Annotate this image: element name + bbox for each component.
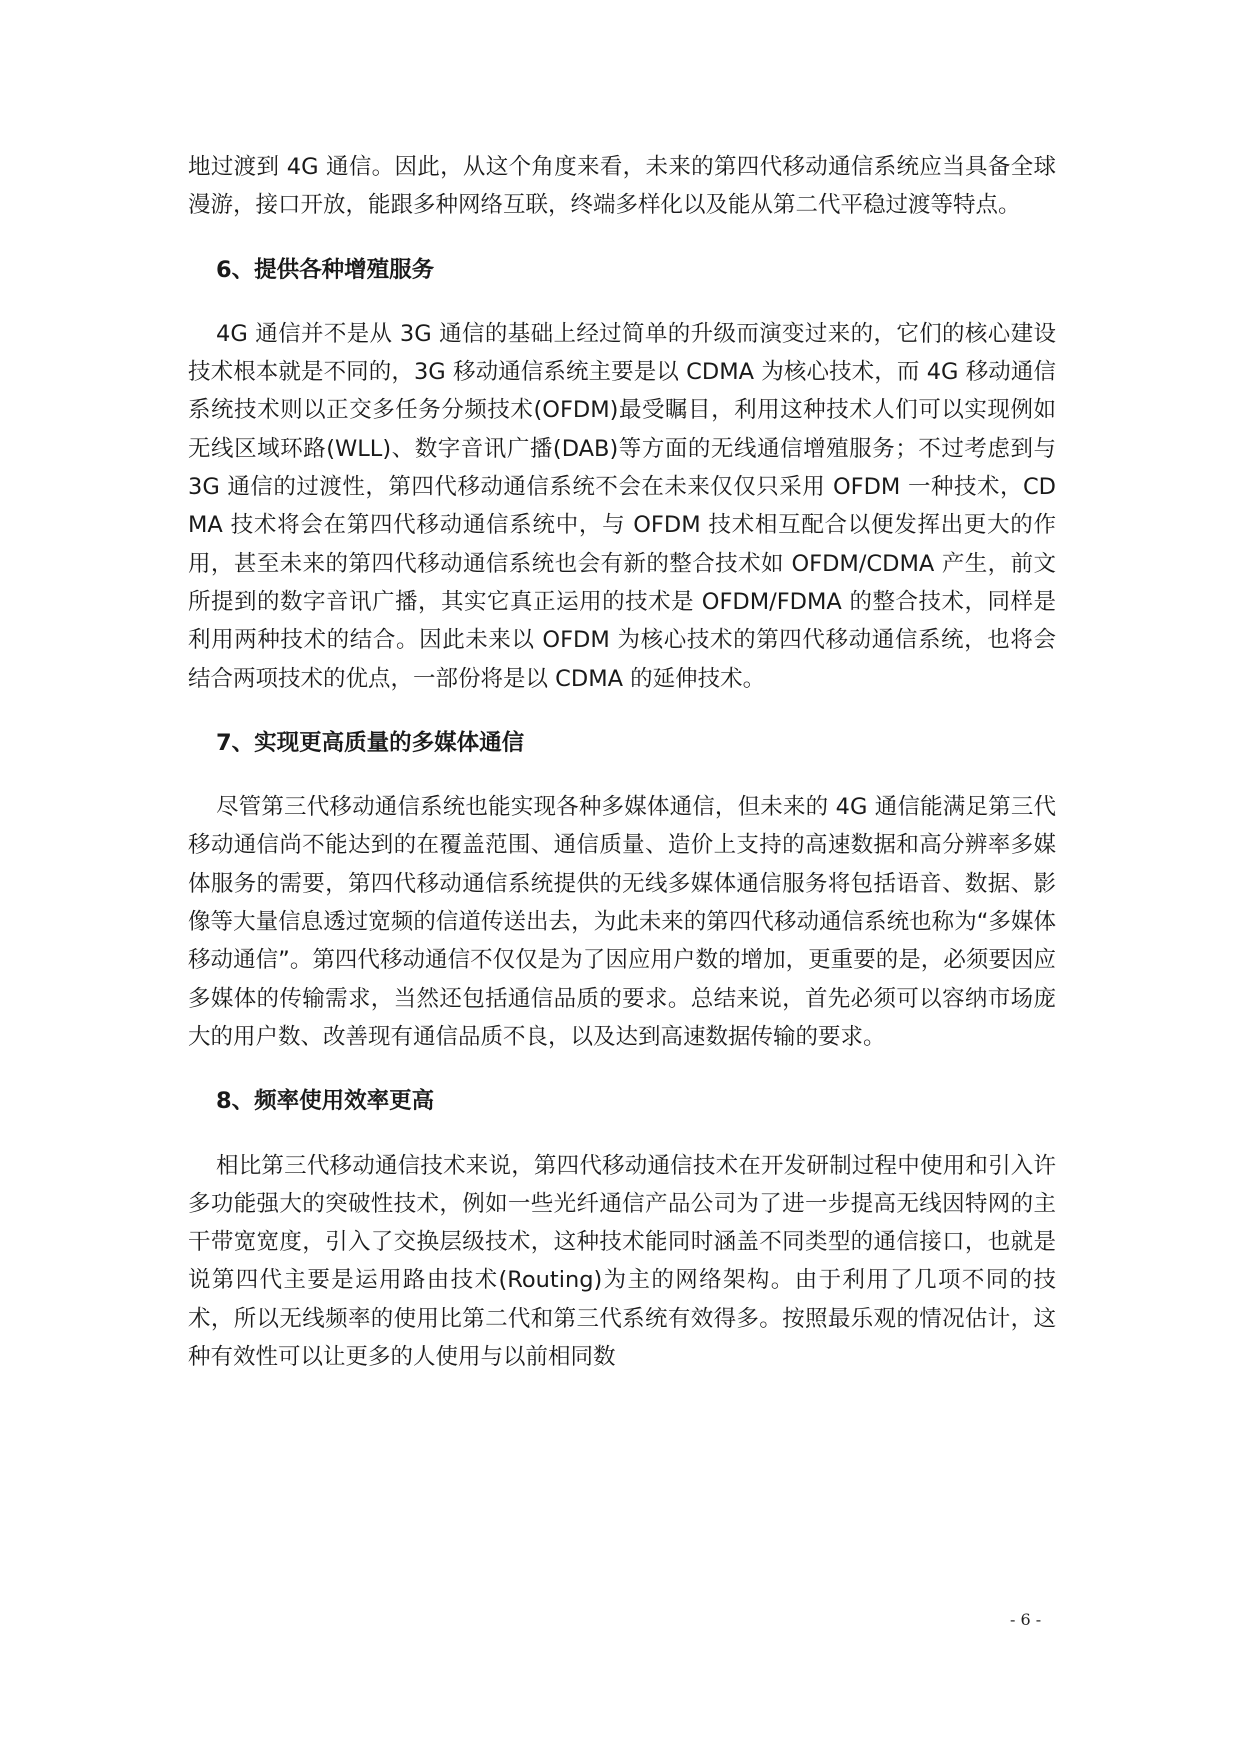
paragraph-section-6: 4G 通信并不是从 3G 通信的基础上经过简单的升级而演变过来的，它们的核心建设技术根本就是不同的，3G 移动通信系统主要是以 CDMA 为核心技术，而 4G 移动通信系统技术则以正交多任务分频技术(OFDM)最受瞩目，利用这种技术人们可以实现例如无线区域环路(WLL)、数字音讯广播(DAB)等方面的无线通信增殖服务；不过考虑到与 3G 通信的过渡性，第四代移动通信系统不会在未来仅仅只采用 OFDM 一种技术，CDMA 技术将会在第四代移动通信系统中，与 OFDM 技术相互配合以便发挥出更大的作用，甚至未来的第四代移动通信系统也会有新的整合技术如 OFDM/CDMA 产生，前文所提到的数字音讯广播，其实它真正运用的技术是 OFDM/FDMA 的整合技术，同样是利用两种技术的结合。因此未来以 OFDM 为核心技术的第四代移动通信系统，也将会结合两项技术的优点，一部份将是以 CDMA 的延伸技术。 — [188, 320, 1056, 692]
section-heading-6: 6、提供各种增殖服务 — [216, 256, 435, 283]
paragraph-intro: 地过渡到 4G 通信。因此，从这个角度来看，未来的第四代移动通信系统应当具备全球漫游，接口开放，能跟多种网络互联，终端多样化以及能从第二代平稳过渡等特点。 — [188, 154, 1056, 219]
paragraph-section-7: 尽管第三代移动通信系统也能实现各种多媒体通信，但未来的 4G 通信能满足第三代移动通信尚不能达到的在覆盖范围、通信质量、造价上支持的高速数据和高分辨率多媒体服务的需要，第四代移动通信系统提供的无线多媒体通信服务将包括语音、数据、影像等大量信息透过宽频的信道传送出去，为此未来的第四代移动通信系统也称为“多媒体移动通信”。第四代移动通信不仅仅是为了因应用户数的增加，更重要的是，必须要因应多媒体的传输需求，当然还包括通信品质的要求。总结来说，首先必须可以容纳市场庞大的用户数、改善现有通信品质不良，以及达到高速数据传输的要求。 — [188, 794, 1056, 1050]
page-number: - 6 - — [1010, 1610, 1042, 1629]
paragraph-section-8: 相比第三代移动通信技术来说，第四代移动通信技术在开发研制过程中使用和引入许多功能强大的突破性技术，例如一些光纤通信产品公司为了进一步提高无线因特网的主干带宽宽度，引入了交换层级技术，这种技术能同时涵盖不同类型的通信接口，也就是说第四代主要是运用路由技术(Routing)为主的网络架构。由于利用了几项不同的技术，所以无线频率的使用比第二代和第三代系统有效得多。按照最乐观的情况估计，这种有效性可以让更多的人使用与以前相同数 — [188, 1152, 1056, 1371]
document-body — [188, 148, 1056, 1376]
section-heading-8: 8、频率使用效率更高 — [216, 1088, 435, 1115]
section-heading-7: 7、实现更高质量的多媒体通信 — [216, 729, 525, 756]
